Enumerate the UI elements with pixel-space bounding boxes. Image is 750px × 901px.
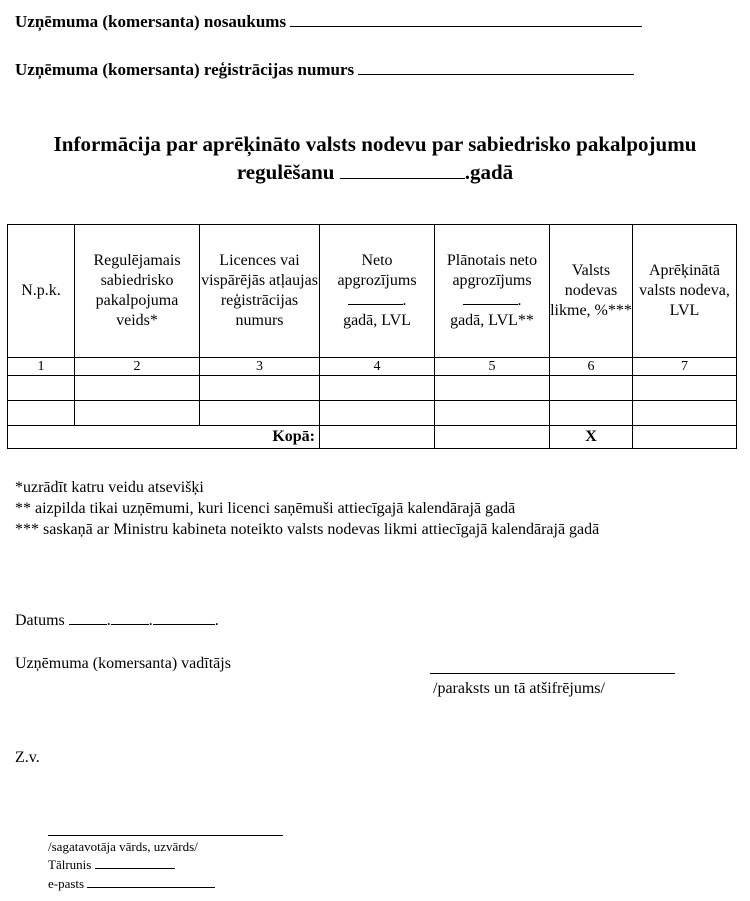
total-row: [8, 426, 737, 449]
title-line-2-suffix: .gadā: [464, 160, 514, 184]
planned-turnover-unit: gadā, LVL**: [450, 312, 534, 329]
col-header-net-turnover: Neto apgrozījums . gadā, LVL: [320, 225, 435, 358]
date-month-field[interactable]: [111, 612, 149, 625]
planned-turnover-label: Plānotais neto apgrozījums: [446, 252, 538, 289]
table-cell[interactable]: [633, 376, 737, 401]
seal-label: Z.v.: [15, 749, 40, 766]
column-number: 6: [550, 358, 633, 376]
email-field[interactable]: [87, 877, 215, 888]
date-day-field[interactable]: [69, 612, 107, 625]
phone-field[interactable]: [95, 858, 175, 869]
col-header-fee-rate: Valsts nodevas likme, %***: [550, 225, 633, 358]
table-cell[interactable]: [75, 376, 200, 401]
planned-turnover-year-blank: [463, 292, 518, 305]
column-number: 1: [8, 358, 75, 376]
column-number: 4: [320, 358, 435, 376]
net-turnover-unit: gadā, LVL: [343, 312, 411, 329]
net-turnover-label: Neto apgrozījums: [337, 252, 417, 289]
date-year-field[interactable]: [153, 612, 215, 625]
title-line-2: [0, 158, 750, 186]
email-line: [48, 875, 215, 892]
company-reg-line: [15, 58, 634, 80]
head-label: Uzņēmuma (komersanta) vadītājs: [15, 655, 231, 672]
footnote-2: ** aizpilda tikai uzņēmumi, kuri licenci saņēmuši attiecīgajā kalendārajā gadā: [15, 500, 516, 517]
footnote-1: *uzrādīt katru veidu atsevišķi: [15, 479, 204, 496]
total-label: Kopā:: [8, 426, 320, 449]
page-title: [0, 130, 750, 186]
column-number: 2: [75, 358, 200, 376]
table-row: [8, 401, 737, 426]
date-line: Datums . . .: [15, 612, 219, 629]
total-fee-cell[interactable]: [633, 426, 737, 449]
table-cell[interactable]: [8, 376, 75, 401]
column-number: 5: [435, 358, 550, 376]
company-name-line: [15, 10, 642, 32]
table-cell[interactable]: [633, 401, 737, 426]
preparer-name-line[interactable]: [48, 835, 283, 836]
col-header-npk: N.p.k.: [8, 225, 75, 358]
phone-line: [48, 856, 175, 873]
table-cell[interactable]: [550, 401, 633, 426]
table-cell[interactable]: [200, 376, 320, 401]
title-line-2-prefix: regulēšanu: [236, 160, 335, 184]
table-cell[interactable]: [320, 376, 435, 401]
column-number: 7: [633, 358, 737, 376]
total-planned-turnover-cell[interactable]: [435, 426, 550, 449]
net-turnover-year-blank: [348, 292, 403, 305]
table-cell[interactable]: [435, 401, 550, 426]
table-cell[interactable]: [200, 401, 320, 426]
table-header-row: [8, 225, 737, 358]
col-header-calculated-fee: Aprēķinātā valsts nodeva, LVL: [633, 225, 737, 358]
signature-caption: /paraksts un tā atšifrējums/: [433, 680, 605, 697]
company-reg-label: Uzņēmuma (komersanta) reģistrācijas numurs: [15, 60, 355, 79]
company-name-label: Uzņēmuma (komersanta) nosaukums: [15, 12, 287, 31]
col-header-license-number: Licences vai vispārējās atļaujas reģistrācijas numurs: [200, 225, 320, 358]
table-cell[interactable]: [550, 376, 633, 401]
footnotes: [15, 477, 599, 540]
preparer-caption: /sagatavotāja vārds, uzvārds/: [48, 839, 198, 854]
total-net-turnover-cell[interactable]: [320, 426, 435, 449]
title-line-1: Informācija par aprēķināto valsts nodevu par sabiedrisko pakalpojumu: [53, 132, 697, 156]
fee-table: [7, 224, 737, 449]
table-row: [8, 376, 737, 401]
total-rate-mark: X: [550, 426, 633, 449]
date-label: Datums: [15, 612, 65, 629]
table-cell[interactable]: [320, 401, 435, 426]
company-reg-field[interactable]: [358, 58, 634, 75]
table-cell[interactable]: [8, 401, 75, 426]
footnote-3: *** saskaņā ar Ministru kabineta noteikto valsts nodevas likmi attiecīgajā kalendārajā gadā: [15, 521, 600, 538]
phone-label: Tālrunis: [48, 857, 92, 872]
year-field[interactable]: [340, 160, 465, 179]
col-header-service-type: Regulējamais sabiedrisko pakalpojuma veids*: [75, 225, 200, 358]
email-label: e-pasts: [48, 876, 85, 891]
signature-line[interactable]: [430, 673, 675, 674]
col-header-planned-turnover: Plānotais neto apgrozījums . gadā, LVL**: [435, 225, 550, 358]
table-cell[interactable]: [75, 401, 200, 426]
column-number-row: [8, 358, 737, 376]
company-name-field[interactable]: [290, 10, 642, 27]
column-number: 3: [200, 358, 320, 376]
table-cell[interactable]: [435, 376, 550, 401]
